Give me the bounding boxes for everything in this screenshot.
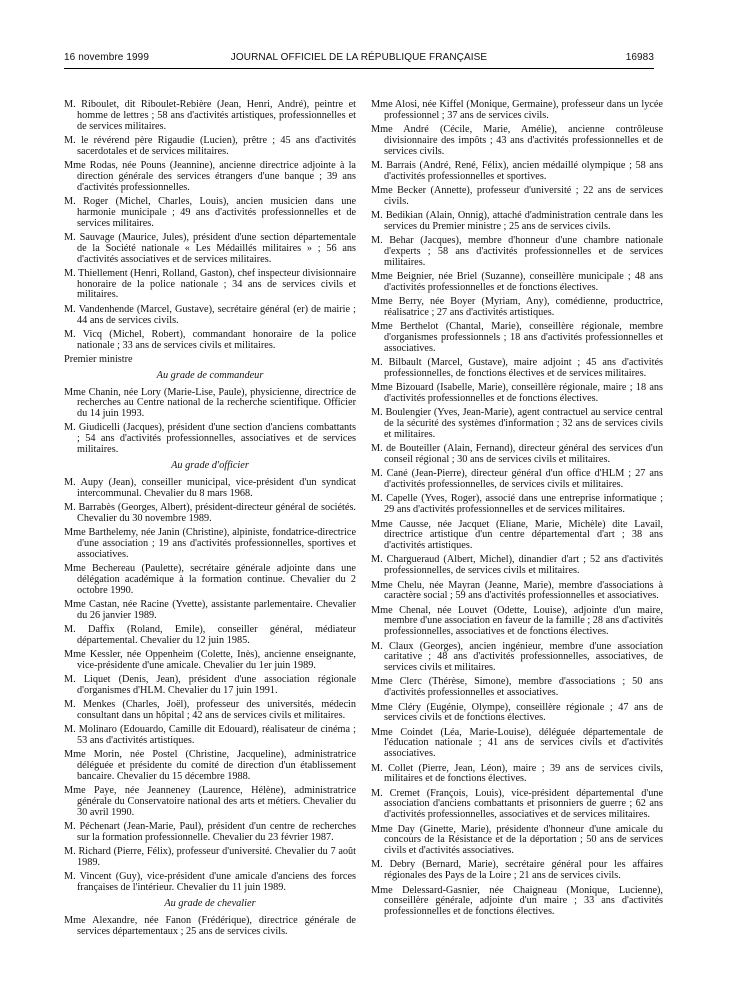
- award-entry: M. Cané (Jean-Pierre), directeur général d'un office d'HLM ; 27 ans d'activités professionnelles, de services civils et militaires.: [371, 468, 663, 491]
- page-header: [64, 52, 654, 66]
- award-entry: M. Vandenhende (Marcel, Gustave), secrétaire général (er) de mairie ; 44 ans de services civils.: [64, 303, 356, 326]
- award-entry: M. Riboulet, dit Riboulet-Rebière (Jean, Henri, André), peintre et homme de lettres ; 58 ans d'activités artistiques, professionnelles et de services militaires.: [64, 99, 356, 132]
- award-entry: M. Roger (Michel, Charles, Louis), ancien musicien dans une harmonie municipale ; 49 ans d'activités professionnelles et de services militaires.: [64, 195, 356, 229]
- award-entry: M. Capelle (Yves, Roger), associé dans une entreprise informatique ; 29 ans d'activités professionnelles et de services militaires.: [371, 493, 663, 516]
- award-entry: M. Liquet (Denis, Jean), président d'une association régionale d'organismes d'HLM. Chevalier du 17 juin 1991.: [64, 674, 356, 696]
- award-entry: M. Bilbault (Marcel, Gustave), maire adjoint ; 45 ans d'activités professionnelles, de fonctions électives et de services militaires.: [371, 357, 663, 380]
- award-entry: M. Menkes (Charles, Joël), professeur des universités, médecin consultant dans un hôpital ; 42 ans de services civils et militaires.: [64, 699, 356, 721]
- award-entry: Mme Barthelemy, née Janin (Christine), alpiniste, fondatrice-directrice d'une association ; 19 ans d'activités professionnelles, sportives et associatives.: [64, 526, 356, 560]
- award-entry: Mme Paye, née Jeanneney (Laurence, Hélène), administratrice générale du Conservatoire national des arts et métiers. Chevalier du 30 avril 1990.: [64, 785, 356, 818]
- award-entry: Mme Chanin, née Lory (Marie-Lise, Paule), physicienne, directrice de recherches au Centre national de la recherche scientifique. Officier du 14 juin 1993.: [64, 386, 356, 420]
- award-entry: M. Barrabès (Georges, Albert), président-directeur général de sociétés. Chevalier du 30 novembre 1989.: [64, 501, 356, 524]
- award-entry: M. Debry (Bernard, Marie), secrétaire général pour les affaires régionales des Pays de la Loire ; 21 ans de services civils.: [371, 859, 663, 882]
- award-entry: M. le révérend père Rigaudie (Lucien), prêtre ; 45 ans d'activités sacerdotales et de services militaires.: [64, 134, 356, 157]
- grade-heading: Au grade de commandeur: [156, 369, 264, 381]
- award-entry: Mme Causse, née Jacquet (Eliane, Marie, Michèle) dite Lavail, directrice artistique d'un centre départemental d'art ; 38 ans d'activités artistiques.: [371, 518, 663, 552]
- award-entry: M. Vicq (Michel, Robert), commandant honoraire de la police nationale ; 33 ans de services civils et militaires.: [64, 328, 356, 351]
- award-entry: Mme Chelu, née Mayran (Jeanne, Marie), membre d'associations à caractère social ; 59 ans d'activités professionnelles et associatives.: [371, 579, 663, 602]
- award-entry: Mme Beignier, née Briel (Suzanne), conseillère municipale ; 48 ans d'activités professionnelles et de fonctions électives.: [371, 271, 663, 293]
- header-page-number: 16983: [625, 52, 654, 63]
- award-entry: M. Richard (Pierre, Félix), professeur d'université. Chevalier du 7 août 1989.: [64, 846, 356, 869]
- award-entry: M. Vincent (Guy), vice-président d'une amicale d'anciens des forces françaises de l'intérieur. Chevalier du 11 juin 1989.: [64, 871, 356, 894]
- award-entry: M. de Bouteiller (Alain, Fernand), directeur général des services d'un conseil régional ; 30 ans de services civils et militaires.: [371, 443, 663, 466]
- award-entry: Mme Clerc (Thérèse, Simone), membre d'associations ; 50 ans d'activités professionnelles et associatives.: [371, 676, 663, 699]
- award-entry: Mme Bizouard (Isabelle, Marie), conseillère régionale, maire ; 18 ans d'activités professionnelles et de fonctions électives.: [371, 382, 663, 405]
- award-entry: Mme André (Cécile, Marie, Amélie), ancienne contrôleuse divisionnaire des impôts ; 43 ans d'activités professionnelles et de services civils.: [371, 124, 663, 157]
- award-entry: Mme Delessard-Gasnier, née Chaigneau (Monique, Lucienne), conseillère générale, adjointe d'un maire ; 33 ans d'activités professionnelles et de fonctions électives.: [371, 884, 663, 918]
- award-entry: Mme Alexandre, née Fanon (Frédérique), directrice générale de services départementaux ; 25 ans de services civils.: [64, 914, 356, 937]
- award-entry: M. Cremet (François, Louis), vice-président départemental d'une association d'anciens combattants et prisonniers de guerre ; 62 ans d'activités professionnelles, associatives et de services militaires.: [371, 787, 663, 821]
- award-entry: M. Chargueraud (Albert, Michel), dinandier d'art ; 52 ans d'activités professionnelles, de services civils et militaires.: [371, 554, 663, 577]
- award-entry: M. Giudicelli (Jacques), président d'une section d'anciens combattants ; 54 ans d'activités professionnelles, associatives et de services militaires.: [64, 422, 356, 456]
- award-entry: Mme Castan, née Racine (Yvette), assistante parlementaire. Chevalier du 26 janvier 1989.: [64, 598, 356, 621]
- award-entry: M. Molinaro (Edouardo, Camille dit Edouard), réalisateur de cinéma ; 53 ans d'activités artistiques.: [64, 724, 356, 747]
- header-rule: [64, 68, 654, 69]
- award-entry: M. Thiellement (Henri, Rolland, Gaston), chef inspecteur divisionnaire honoraire de la police nationale ; 34 ans de services civils et militaires.: [64, 267, 356, 301]
- header-date: 16 novembre 1999: [64, 52, 149, 63]
- award-entry: Mme Day (Ginette, Marie), présidente d'honneur d'une amicale du concours de la Résistance et de la déportation ; 50 ans de services civils et d'activités associatives.: [371, 823, 663, 857]
- award-entry: M. Sauvage (Maurice, Jules), président d'une section départementale de la Société nationale « Les Médaillés militaires » ; 56 ans d'activités associatives et de services militaires.: [64, 231, 356, 265]
- left-column: [64, 100, 356, 941]
- grade-heading: Au grade d'officier: [171, 459, 249, 471]
- header-journal-title: JOURNAL OFFICIEL DE LA RÉPUBLIQUE FRANÇAISE: [230, 52, 488, 63]
- award-entry: Mme Chenal, née Louvet (Odette, Louise), adjointe d'un maire, membre d'une association en faveur de la famille ; 28 ans d'activités professionnelles, associatives et de fonctions électives.: [371, 604, 663, 638]
- right-column: [371, 100, 663, 921]
- award-entry: Mme Coindet (Léa, Marie-Louise), déléguée départementale de l'éducation nationale ; 41 ans de services civils et d'activités associatives.: [371, 726, 663, 760]
- award-entry: Mme Bechereau (Paulette), secrétaire générale adjointe dans une délégation académique à la formation continue. Chevalier du 2 octobre 1990.: [64, 562, 356, 596]
- grade-heading: Au grade de chevalier: [164, 897, 256, 909]
- award-entry: M. Péchenart (Jean-Marie, Paul), président d'un centre de recherches sur la formation professionnelle. Chevalier du 23 février 1987.: [64, 821, 356, 843]
- award-entry: Mme Cléry (Eugénie, Olympe), conseillère régionale ; 47 ans de services civils et de fonctions électives.: [371, 701, 663, 724]
- award-entry: M. Aupy (Jean), conseiller municipal, vice-président d'un syndicat intercommunal. Chevalier du 8 mars 1968.: [64, 476, 356, 499]
- award-entry: M. Daffix (Roland, Emile), conseiller général, médiateur départemental. Chevalier du 12 juin 1985.: [64, 623, 356, 646]
- award-entry: Mme Berthelot (Chantal, Marie), conseillère régionale, membre d'organismes professionnels ; 18 ans d'activités professionnelles et associatives.: [371, 321, 663, 354]
- award-entry: M. Collet (Pierre, Jean, Léon), maire ; 39 ans de services civils, militaires et de fonctions électives.: [371, 762, 663, 785]
- section-heading: Premier ministre: [64, 353, 133, 365]
- award-entry: M. Bedikian (Alain, Onnig), attaché d'administration centrale dans les services du Premier ministre ; 25 ans de services civils.: [371, 210, 663, 232]
- award-entry: M. Claux (Georges), ancien ingénieur, membre d'une association caritative ; 48 ans d'activités professionnelles, associatives, de services civils et militaires.: [371, 640, 663, 674]
- award-entry: Mme Kessler, née Oppenheim (Colette, Inès), ancienne enseignante, vice-présidente d'une amicale. Chevalier du 1er juin 1989.: [64, 648, 356, 671]
- award-entry: Mme Morin, née Postel (Christine, Jacqueline), administratrice déléguée et présidente du comité de direction d'un établissement bancaire. Chevalier du 15 décembre 1988.: [64, 749, 356, 782]
- award-entry: M. Boulengier (Yves, Jean-Marie), agent contractuel au service central de la sécurité des systèmes d'information ; 32 ans de services civils et militaires.: [371, 407, 663, 441]
- award-entry: M. Behar (Jacques), membre d'honneur d'une chambre nationale d'experts ; 58 ans d'activités professionnelles et de services militaires.: [371, 235, 663, 268]
- award-entry: M. Barrais (André, René, Félix), ancien médaillé olympique ; 58 ans d'activités professionnelles et sportives.: [371, 160, 663, 182]
- award-entry: Mme Becker (Annette), professeur d'université ; 22 ans de services civils.: [371, 185, 663, 207]
- award-entry: Mme Rodas, née Pouns (Jeannine), ancienne directrice adjointe à la direction générale des services étrangers d'une banque ; 39 ans d'activités professionnelles.: [64, 160, 356, 193]
- award-entry: Mme Alosi, née Kiffel (Monique, Germaine), professeur dans un lycée professionnel ; 37 ans de services civils.: [371, 99, 663, 121]
- award-entry: Mme Berry, née Boyer (Myriam, Any), comédienne, productrice, réalisatrice ; 27 ans d'activités artistiques.: [371, 296, 663, 319]
